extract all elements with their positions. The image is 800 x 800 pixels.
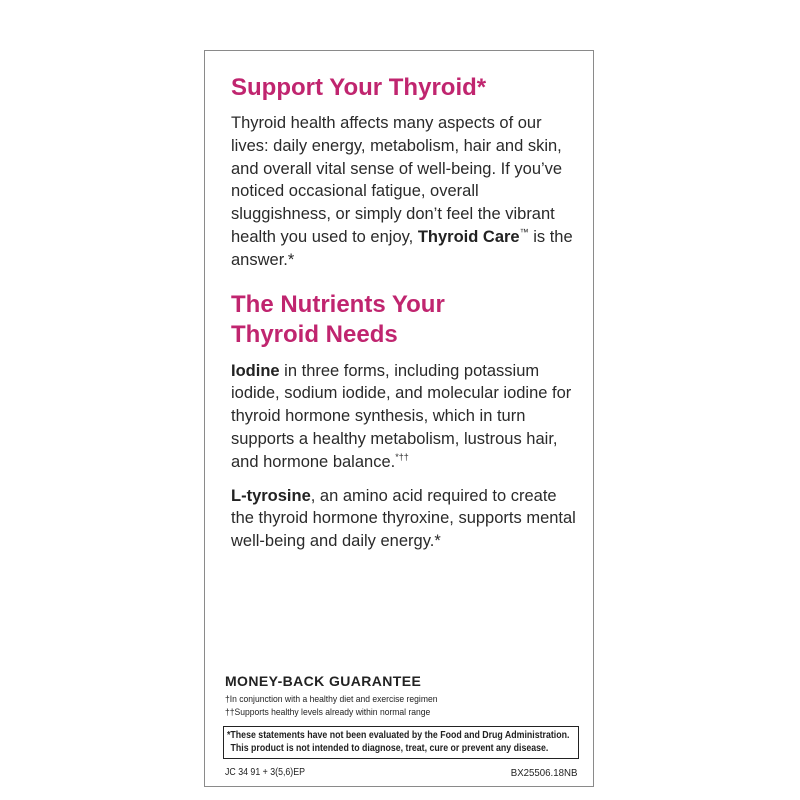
intro-text: Thyroid health affects many aspects of our lives: daily energy, metabolism, hair and skin, and overall vital sense of well-being. If you’ve noticed occasional fatigue, overall sluggishness, or simply don’t feel the vibrant health you used to enjoy,	[231, 114, 563, 246]
iodine-paragraph	[231, 360, 581, 474]
label-panel	[204, 50, 594, 787]
money-back-guarantee: MONEY-BACK GUARANTEE	[225, 673, 422, 689]
tyrosine-term: L-tyrosine	[231, 486, 311, 505]
nutrients-heading-line2: Thyroid Needs	[231, 320, 398, 348]
nutrients-heading	[231, 290, 581, 350]
fda-disclaimer-line2: This product is not intended to diagnose, treat, cure or prevent any disease.	[230, 743, 549, 754]
intro-text-end: is the answer.*	[231, 227, 573, 269]
footnote-levels: ††Supports healthy levels already within normal range	[225, 706, 431, 718]
label-footer	[223, 673, 579, 779]
nutrients-heading-line1: The Nutrients Your	[231, 290, 445, 318]
lot-code: JC 34 91 + 3(5,6)EP	[225, 767, 305, 778]
label-content	[231, 73, 581, 553]
intro-paragraph	[231, 112, 581, 272]
fda-disclaimer-box	[223, 726, 579, 759]
product-name: Thyroid Care	[417, 227, 520, 246]
iodine-term: Iodine	[231, 361, 280, 380]
item-code: BX25506.18NB	[510, 767, 577, 779]
tyrosine-text: , an amino acid required to create the thyroid hormone thyroxine, supports mental well-being and daily energy.*	[231, 486, 576, 551]
footnote-diet: †In conjunction with a healthy diet and exercise regimen	[225, 694, 438, 705]
iodine-text: in three forms, including potassium iodide, sodium iodide, and molecular iodine for thyroid hormone synthesis, which in turn supports a healthy metabolism, lustrous hair, and hormone balance.	[231, 361, 572, 471]
product-codes	[223, 767, 579, 779]
support-thyroid-heading: Support Your Thyroid*	[231, 74, 487, 101]
iodine-marks: *††	[395, 451, 409, 462]
tyrosine-paragraph	[231, 485, 581, 553]
fda-disclaimer-line1: *These statements have not been evaluated by the Food and Drug Administration.	[227, 730, 570, 741]
trademark-mark: ™	[519, 226, 529, 237]
